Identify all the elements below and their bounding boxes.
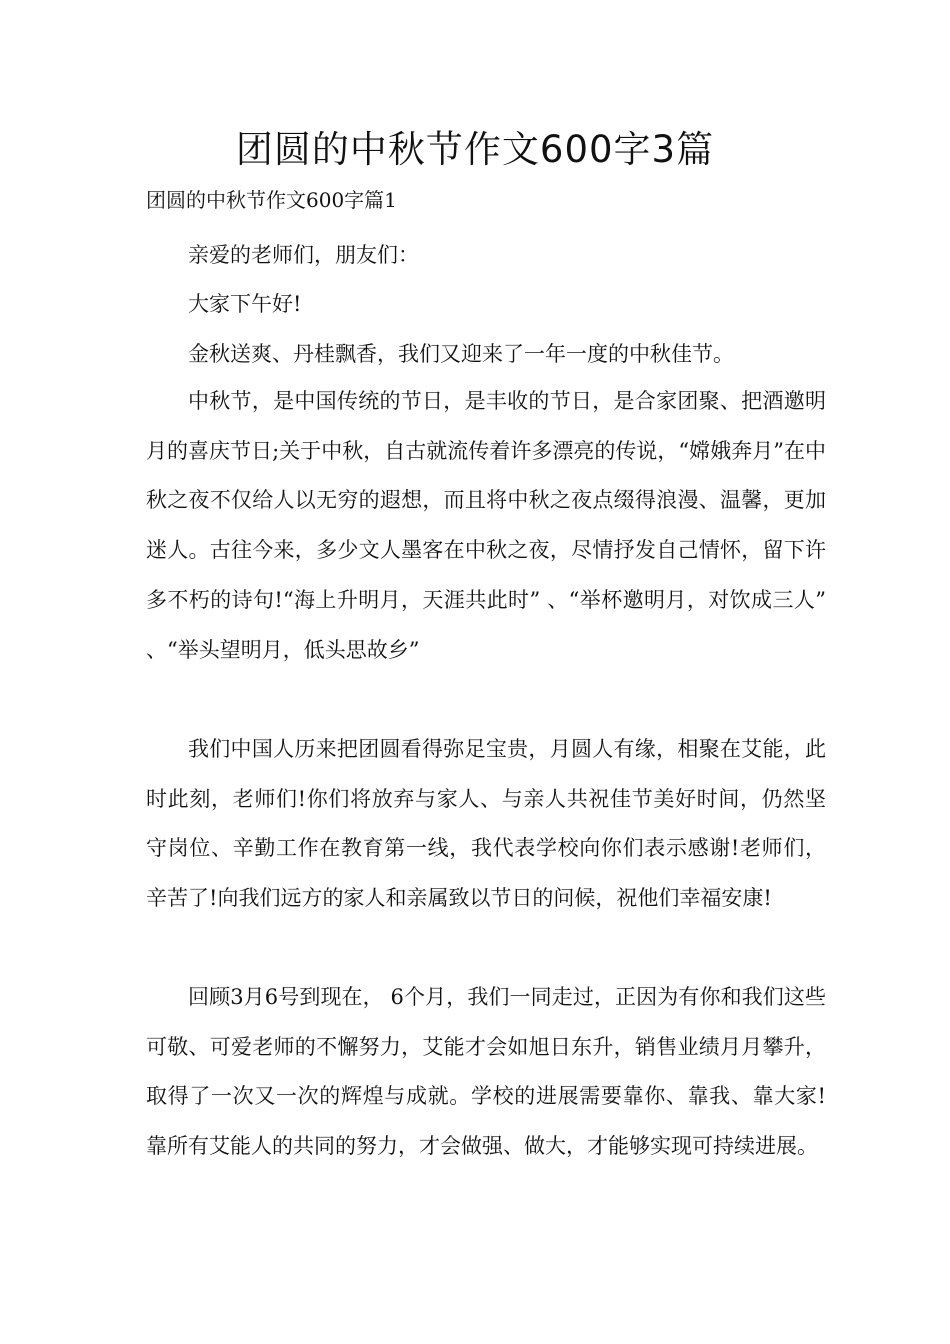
section-heading: 团圆的中秋节作文600字篇1 bbox=[146, 188, 397, 212]
document-title: 团圆的中秋节作文600字3篇 bbox=[235, 128, 715, 171]
paragraph-festival: 中秋节，是中国传统的节日，是丰收的节日，是合家团聚、把酒邀明月的喜庆节日;关于中秋，自古就流传着许多漂亮的传说，“嫦娥奔月”在中秋之夜不仅给人以无穷的遐想，而且将中秋之夜点缀得浪漫、温馨，更加迷人。古往今来，多少文人墨客在中秋之夜，尽情抒发自己情怀，留下许多不朽的诗句!“海上升明月，天涯共此时” 、“举杯邀明月，对饮成三人” 、“举头望明月，低头思故乡” bbox=[146, 389, 826, 662]
paragraph-thanks: 我们中国人历来把团圆看得弥足宝贵，月圆人有缘，相聚在艾能，此时此刻，老师们!你们将放弃与家人、与亲人共祝佳节美好时间，仍然坚守岗位、辛勤工作在教育第一线，我代表学校向你们表示感谢!老师们，辛苦了!向我们远方的家人和亲属致以节日的问候，祝他们幸福安康! bbox=[146, 737, 826, 911]
paragraph-review: 回顾3月6号到现在， 6个月，我们一同走过，正因为有你和我们这些可敬、可爱老师的不懈努力，艾能才会如旭日东升，销售业绩月月攀升，取得了一次又一次的辉煌与成就。学校的进展需要靠你、靠我、靠大家!靠所有艾能人的共同的努力，才会做强、做大，才能够实现可持续进展。 bbox=[146, 985, 826, 1159]
paragraph-greeting: 亲爱的老师们，朋友们： bbox=[188, 243, 419, 267]
paragraph-intro: 金秋送爽、丹桂飘香，我们又迎来了一年一度的中秋佳节。 bbox=[188, 342, 734, 366]
paragraph-salutation: 大家下午好! bbox=[188, 292, 302, 316]
